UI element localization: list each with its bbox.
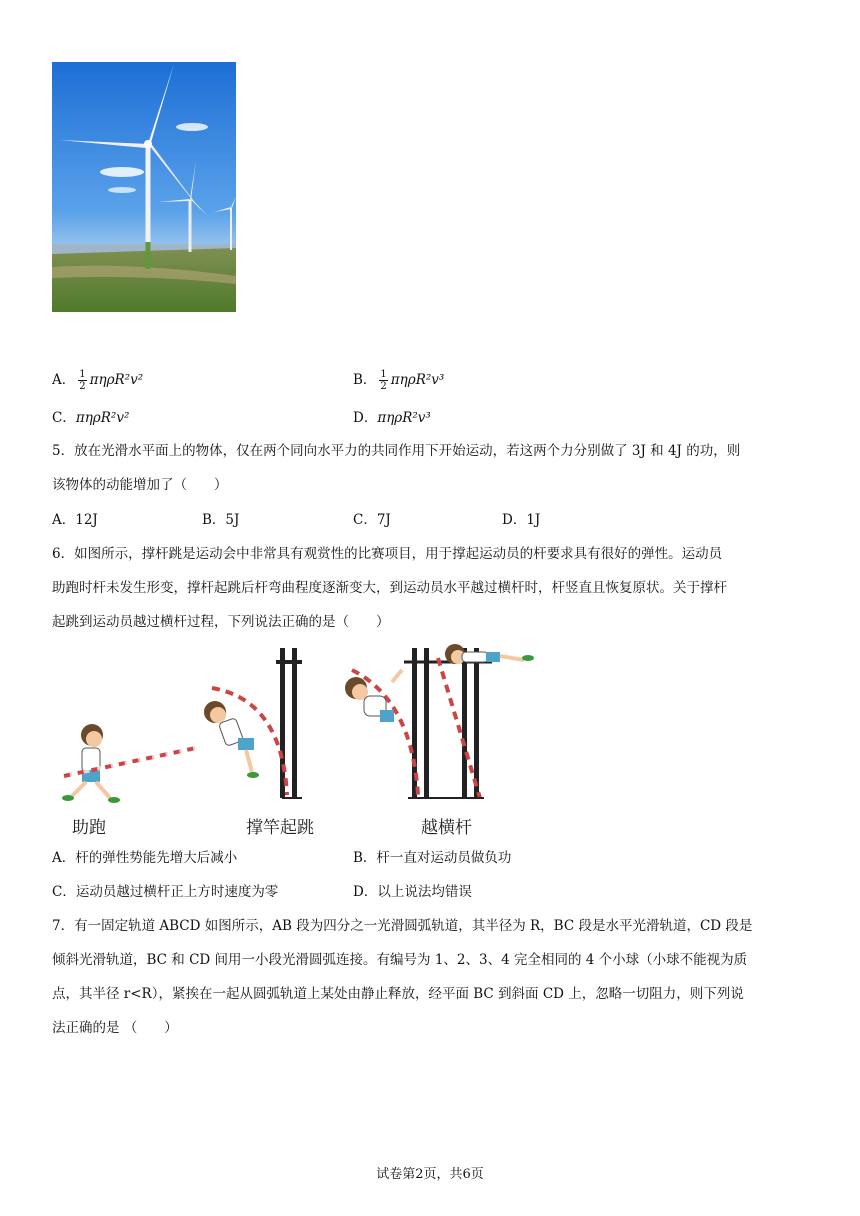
q4-option-d[interactable]	[353, 408, 431, 428]
caption-jump: 撑竿起跳	[246, 818, 314, 838]
option-expression: πηρR²v²	[75, 410, 130, 426]
option-label: B．	[353, 372, 377, 388]
q6-option-c[interactable]: C．运动员越过横杆正上方时速度为零	[52, 884, 279, 900]
q5-option-c[interactable]: C．7J	[353, 512, 391, 528]
q5-option-a[interactable]: A．12J	[52, 512, 98, 528]
q7-stem-line-2: 倾斜光滑轨道，BC 和 CD 间用一小段光滑圆弧连接。有编号为 1、2、3、4 完全相同的 4 个小球（小球不能视为质	[52, 952, 748, 968]
q4-option-b[interactable]	[353, 369, 444, 392]
jumper-figure	[204, 648, 302, 798]
option-label: A．	[52, 372, 76, 388]
q6-option-b[interactable]: B．杆一直对运动员做负功	[353, 850, 512, 866]
q5-option-b[interactable]: B．5J	[202, 512, 240, 528]
q6-option-d[interactable]: D．以上说法均错误	[353, 884, 472, 900]
fraction: $\frac{1}{2}$	[79, 369, 86, 392]
wind-turbine-photo	[52, 62, 236, 312]
q5-stem-line-2: 该物体的动能增加了（ ）	[52, 477, 228, 493]
q6-stem-line-2: 助跑时杆未发生形变，撑杆起跳后杆弯曲程度逐渐变大，到运动员水平越过横杆时，杆竖直且恢复原状。关于撑杆	[52, 580, 727, 596]
option-label: C．	[52, 410, 76, 426]
option-expression: πηρR²v³	[377, 410, 431, 426]
bar-crossing-figure	[345, 644, 534, 798]
option-expression: πηρR²v²	[89, 372, 144, 388]
runner-figure	[62, 724, 196, 803]
pole-vault-figure	[52, 640, 542, 840]
page-footer: 试卷第2页，共6页	[376, 1167, 484, 1182]
q5-option-d[interactable]: D．1J	[502, 512, 541, 528]
q6-stem-line-3: 起跳到运动员越过横杆过程，下列说法正确的是（ ）	[52, 614, 390, 630]
fraction: $\frac{1}{2}$	[380, 369, 387, 392]
q7-stem-line-1: 7．有一固定轨道 ABCD 如图所示，AB 段为四分之一光滑圆弧轨道，其半径为 R，BC 段是水平光滑轨道，CD 段是	[52, 918, 753, 934]
q6-stem-line-1: 6．如图所示，撑杆跳是运动会中非常具有观赏性的比赛项目，用于撑起运动员的杆要求具有很好的弹性。运动员	[52, 546, 723, 562]
q5-stem-line-1: 5．放在光滑水平面上的物体，仅在两个同向水平力的共同作用下开始运动，若这两个力分别做了 3J 和 4J 的功，则	[52, 443, 741, 459]
q4-option-a[interactable]	[52, 369, 143, 392]
q7-stem-line-3: 点，其半径 r<R），紧挨在一起从圆弧轨道上某处由静止释放，经平面 BC 到斜面 CD 上，忽略一切阻力，则下列说	[52, 986, 744, 1002]
option-expression: πηρR²v³	[390, 372, 445, 388]
caption-run: 助跑	[72, 818, 106, 838]
caption-cross: 越横杆	[421, 818, 472, 838]
q7-stem-line-4: 法正确的是 （ ）	[52, 1020, 178, 1036]
q6-option-a[interactable]: A．杆的弹性势能先增大后减小	[52, 850, 238, 866]
q4-option-c[interactable]	[52, 408, 129, 428]
option-label: D．	[353, 410, 378, 426]
